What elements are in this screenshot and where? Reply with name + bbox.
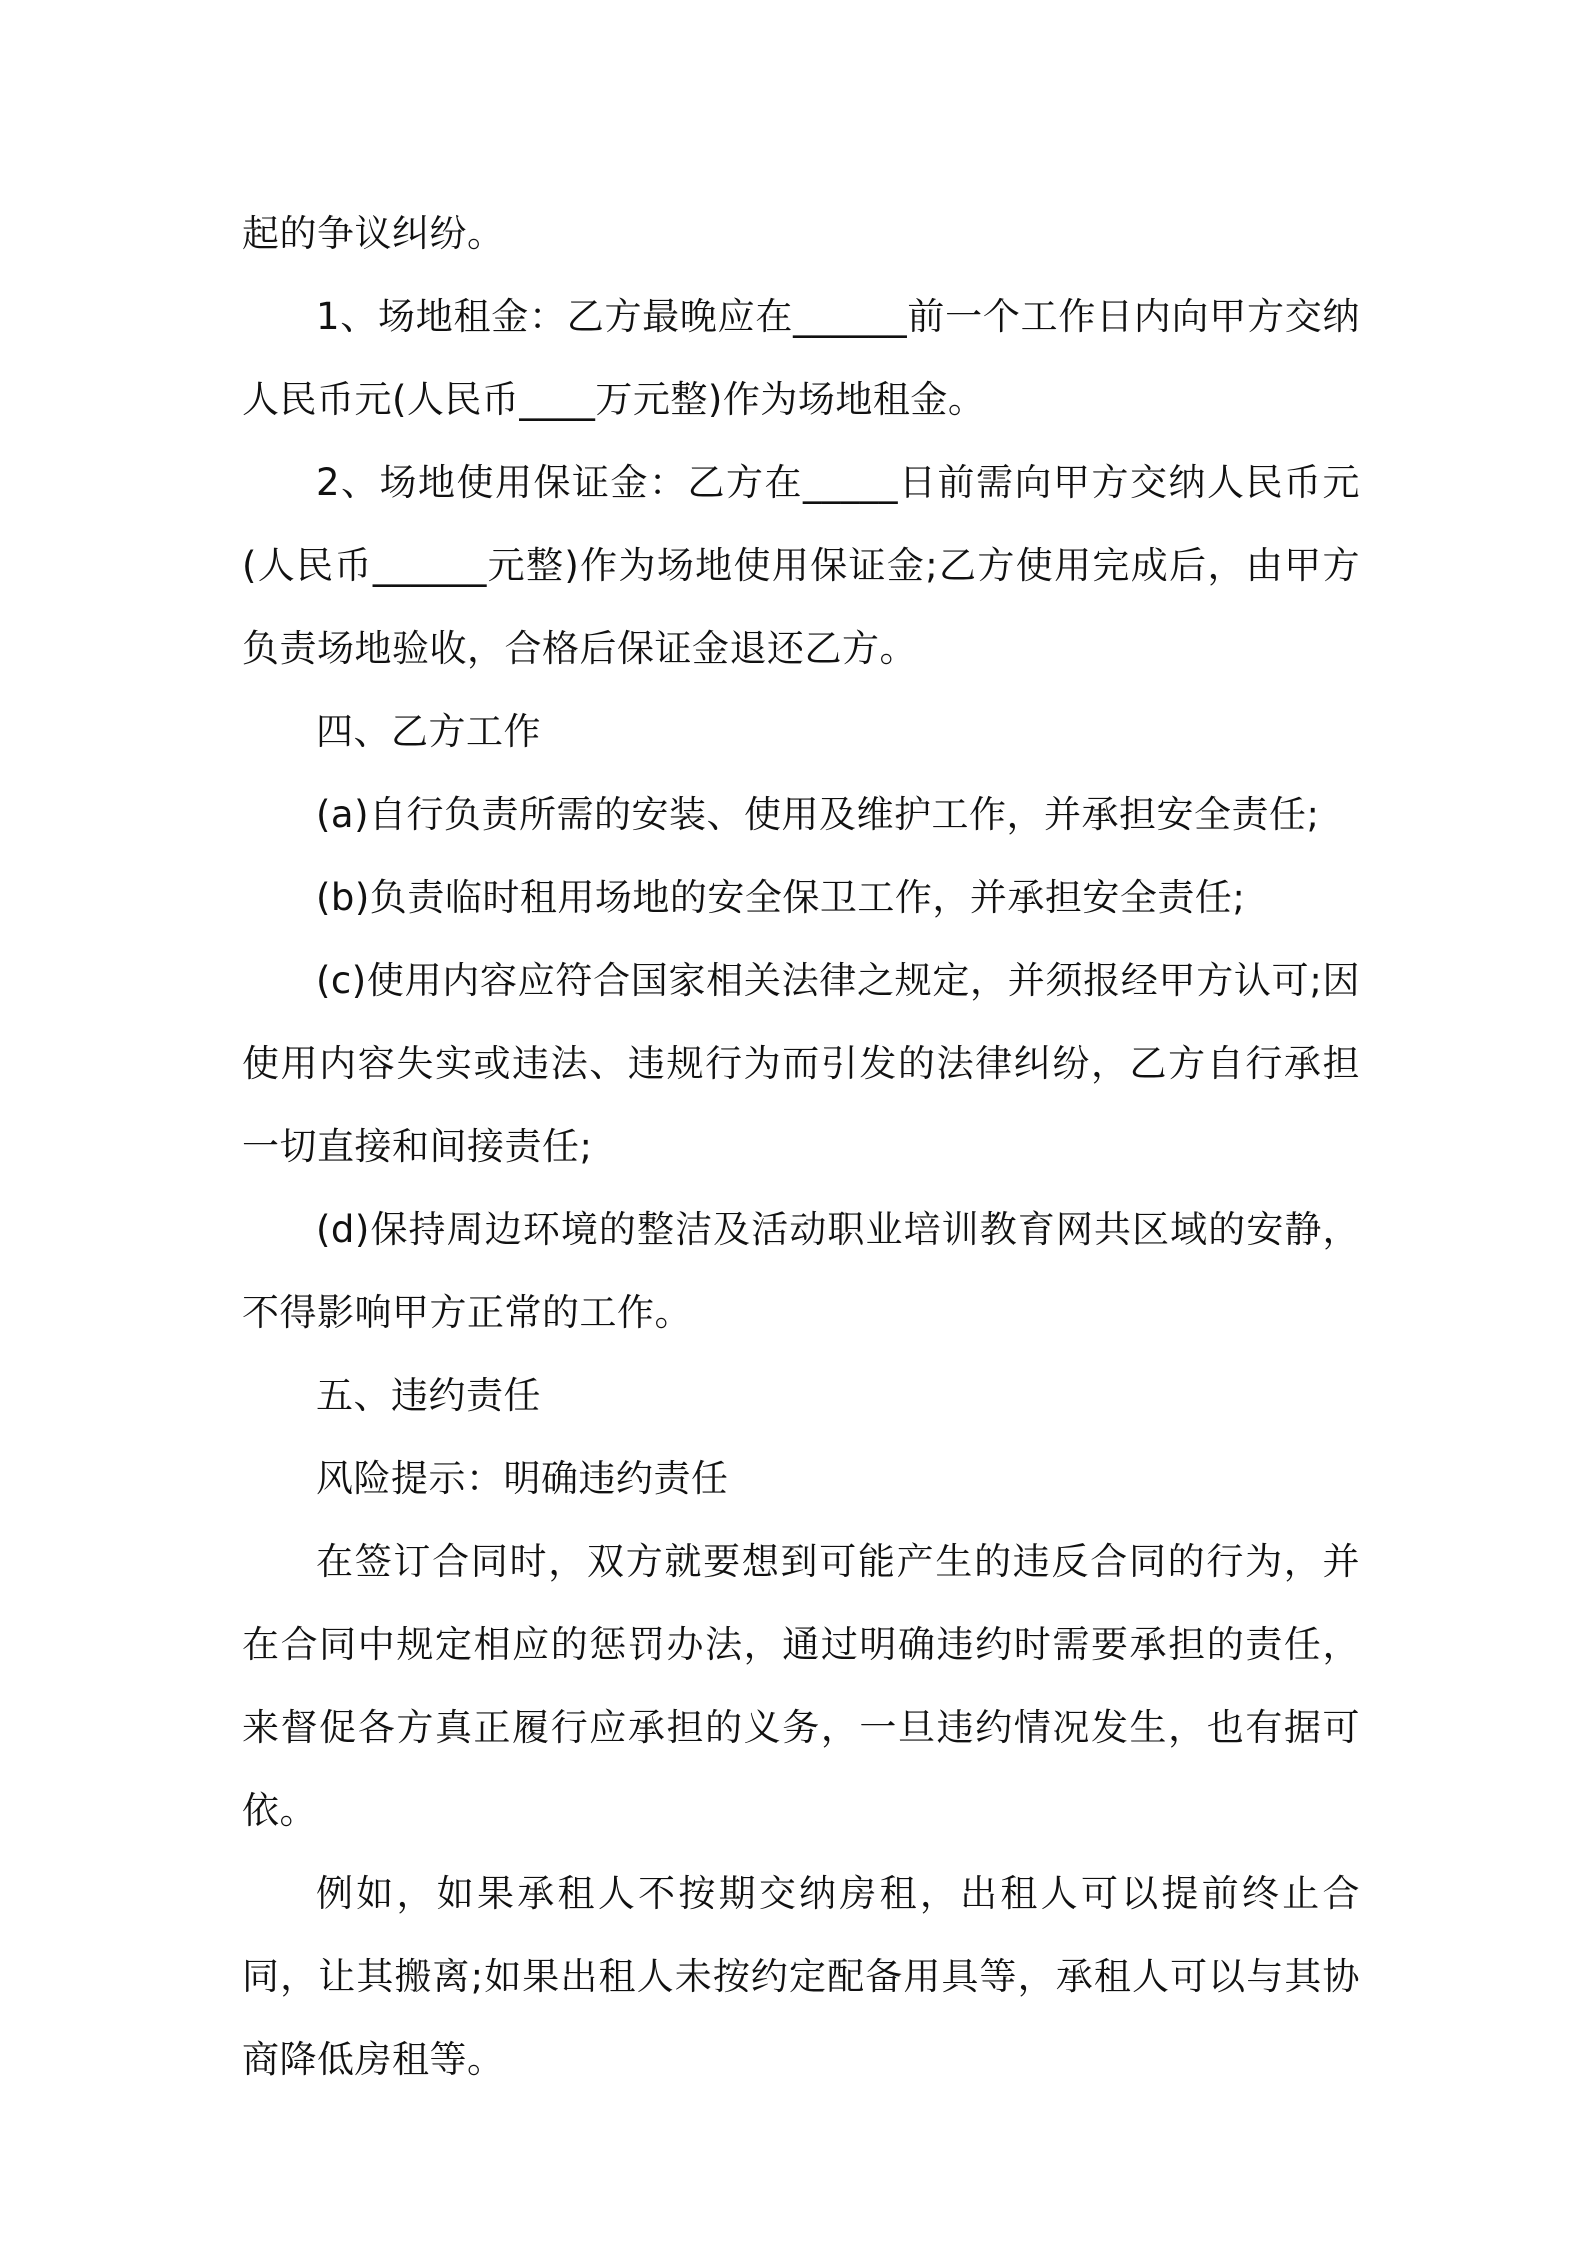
paragraph-security-deposit: 2、场地使用保证金：乙方在_____日前需向甲方交纳人民币元(人民币______元整)作为场地使用保证金;乙方使用完成后，由甲方负责场地验收，合格后保证金退还乙方。 <box>242 461 1360 670</box>
list-item-b: (b)负责临时租用场地的安全保卫工作，并承担安全责任; <box>316 876 1246 919</box>
document-body <box>242 192 1360 2101</box>
section-heading-breach-liability: 五、违约责任 <box>316 1374 541 1417</box>
paragraph-venue-rent: 1、场地租金：乙方最晚应在______前一个工作日内向甲方交纳人民币元(人民币____万元整)作为场地租金。 <box>242 295 1360 421</box>
list-item-d: (d)保持周边环境的整洁及活动职业培训教育网共区域的安静，不得影响甲方正常的工作。 <box>242 1208 1360 1334</box>
section-heading-party-b-work: 四、乙方工作 <box>316 710 541 753</box>
list-item-a: (a)自行负责所需的安装、使用及维护工作，并承担安全责任; <box>316 793 1320 836</box>
paragraph-continuation: 起的争议纠纷。 <box>242 212 505 255</box>
risk-tip: 风险提示：明确违约责任 <box>316 1457 729 1500</box>
list-item-c: (c)使用内容应符合国家相关法律之规定，并须报经甲方认可;因使用内容失实或违法、违规行为而引发的法律纠纷，乙方自行承担一切直接和间接责任; <box>242 959 1360 1168</box>
paragraph-breach-explanation: 在签订合同时，双方就要想到可能产生的违反合同的行为，并在合同中规定相应的惩罚办法，通过明确违约时需要承担的责任，来督促各方真正履行应承担的义务，一旦违约情况发生，也有据可依。 <box>242 1540 1360 1832</box>
paragraph-example: 例如，如果承租人不按期交纳房租，出租人可以提前终止合同，让其搬离;如果出租人未按约定配备用具等，承租人可以与其协商降低房租等。 <box>242 1872 1360 2081</box>
